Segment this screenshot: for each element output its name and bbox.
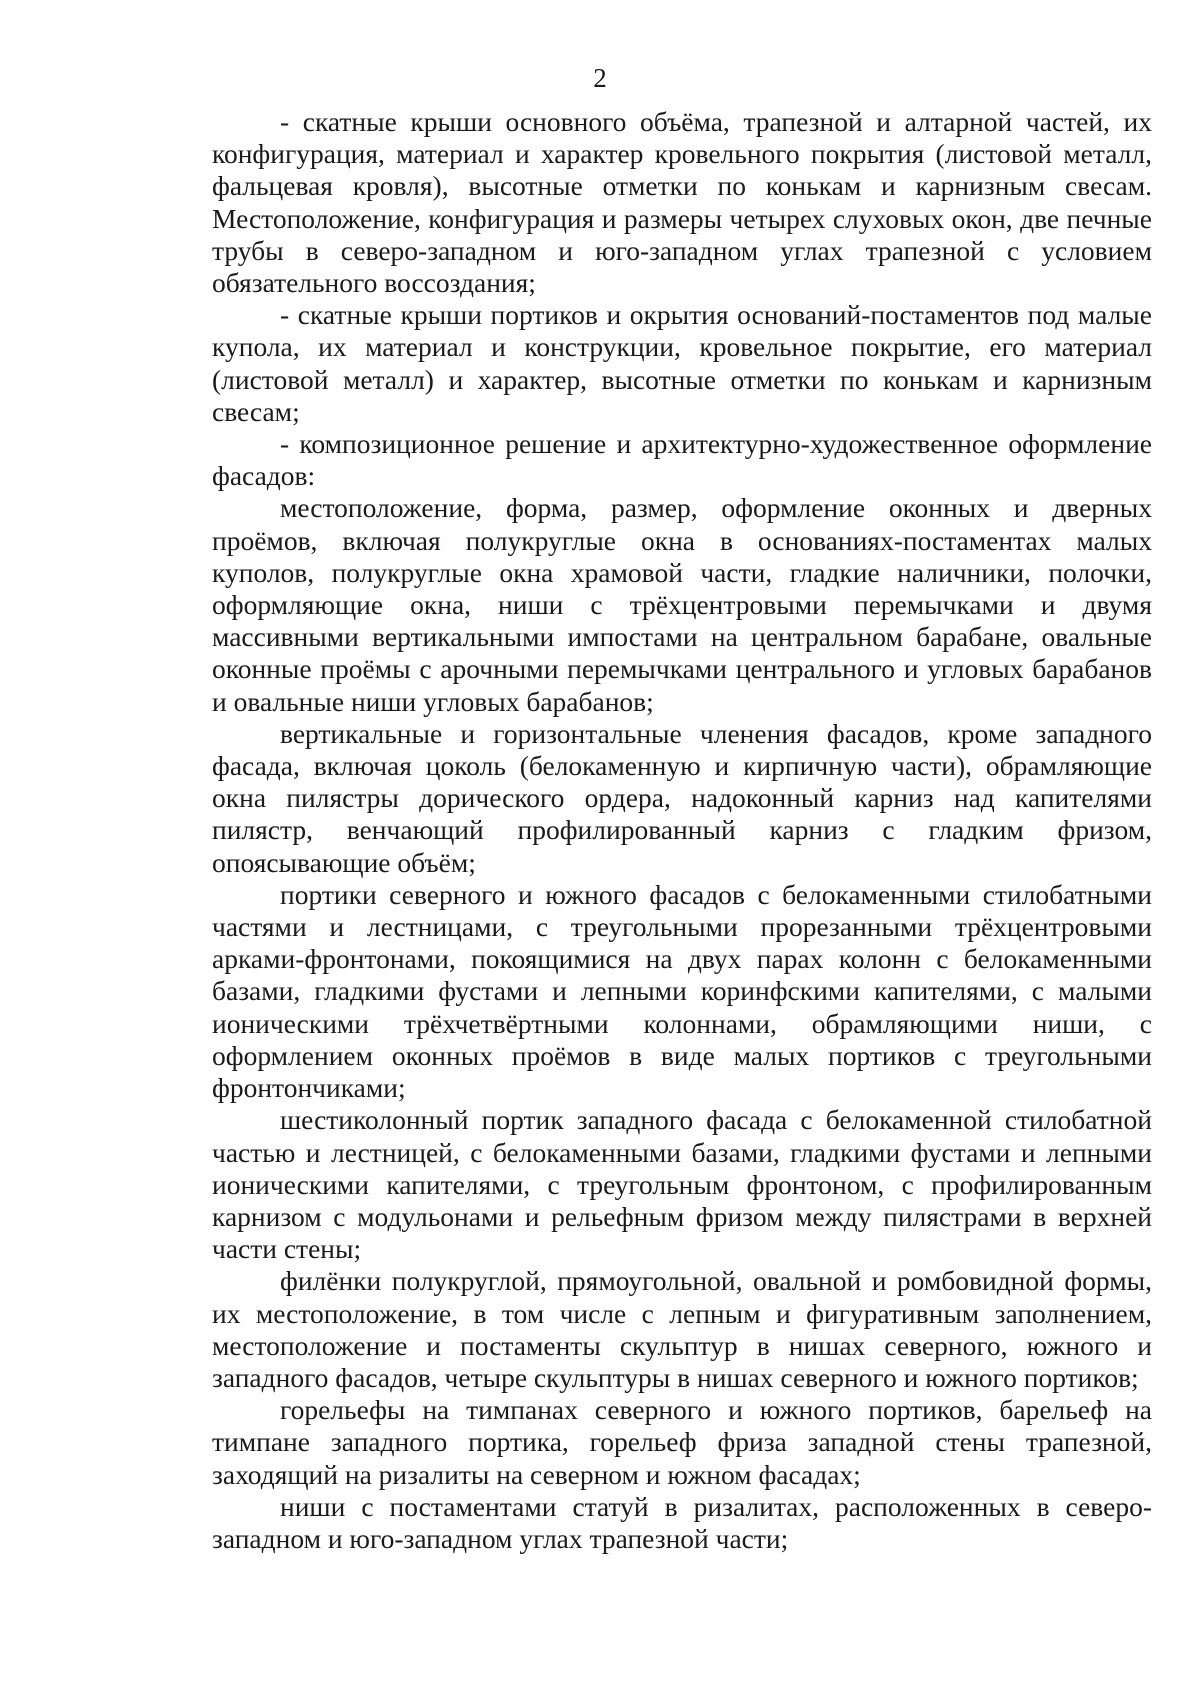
paragraph-west-portico: шестиколонный портик западного фасада с белокаменной стилобатной частью и лестницей, с белокаменными базами, гладкими фустами и лепными ионическими капителями, с треугольным фронтоном, с профилированным карнизом с модульонами и рельефным фризом между пилястрами в верхней части стены;	[212, 1104, 1152, 1265]
paragraph-facade-divisions: вертикальные и горизонтальные членения фасадов, кроме западного фасада, включая цоколь (белокаменную и кирпичную части), обрамляющие окна пилястры дорического ордера, надоконный карниз над капителями пилястр, венчающий профилированный карниз с гладким фризом, опоясывающие объём;	[212, 717, 1152, 878]
paragraph-panels: филёнки полукруглой, прямоугольной, овальной и ромбовидной формы, их местоположение, в том числе с лепным и фигуративным заполнением, местоположение и постаменты скульптур в нишах северного, южного и западного фасадов, четыре скульптуры в нишах северного и южного портиков;	[212, 1265, 1152, 1393]
paragraph-niches: ниши с постаментами статуй в ризалитах, расположенных в северо-западном и юго-западном углах трапезной части;	[212, 1490, 1152, 1554]
paragraph-facade-composition: - композиционное решение и архитектурно-художественное оформление фасадов:	[212, 428, 1152, 492]
paragraph-openings: местоположение, форма, размер, оформление оконных и дверных проёмов, включая полукруглые окна в основаниях-постаментах малых куполов, полукруглые окна храмовой части, гладкие наличники, полочки, оформляющие окна, ниши с трёхцентровыми перемычками и двумя массивными вертикальными импостами на центральном барабане, овальные оконные проёмы с арочными перемычками центрального и угловых барабанов и овальные ниши угловых барабанов;	[212, 492, 1152, 717]
paragraph-north-south-porticoes: портики северного и южного фасадов с белокаменными стилобатными частями и лестницами, с треугольными прорезанными трёхцентровыми арками-фронтонами, покоящимися на двух парах колонн с белокаменными базами, гладкими фустами и лепными коринфскими капителями, с малыми ионическими трёхчетвёртными колоннами, обрамляющими ниши, с оформлением оконных проёмов в виде малых портиков с треугольными фронтончиками;	[212, 878, 1152, 1104]
paragraph-reliefs: горельефы на тимпанах северного и южного портиков, барельеф на тимпане западного портика, горельеф фриза западной стены трапезной, заходящий на ризалиты на северном и южном фасадах;	[212, 1394, 1152, 1490]
paragraph-roofs-porticoes: - скатные крыши портиков и окрытия оснований-постаментов под малые купола, их материал и конструкции, кровельное покрытие, его материал (листовой металл) и характер, высотные отметки по конькам и карнизным свесам;	[212, 299, 1152, 427]
page-number: 2	[593, 63, 607, 93]
document-body	[212, 106, 1152, 1555]
paragraph-roofs-main-volume: - скатные крыши основного объёма, трапезной и алтарной частей, их конфигурация, материал и характер кровельного покрытия (листовой металл, фальцевая кровля), высотные отметки по конькам и карнизным свесам. Местоположение, конфигурация и размеры четырех слуховых окон, две печные трубы в северо-западном и юго-западном углах трапезной с условием обязательного воссоздания;	[212, 106, 1152, 299]
